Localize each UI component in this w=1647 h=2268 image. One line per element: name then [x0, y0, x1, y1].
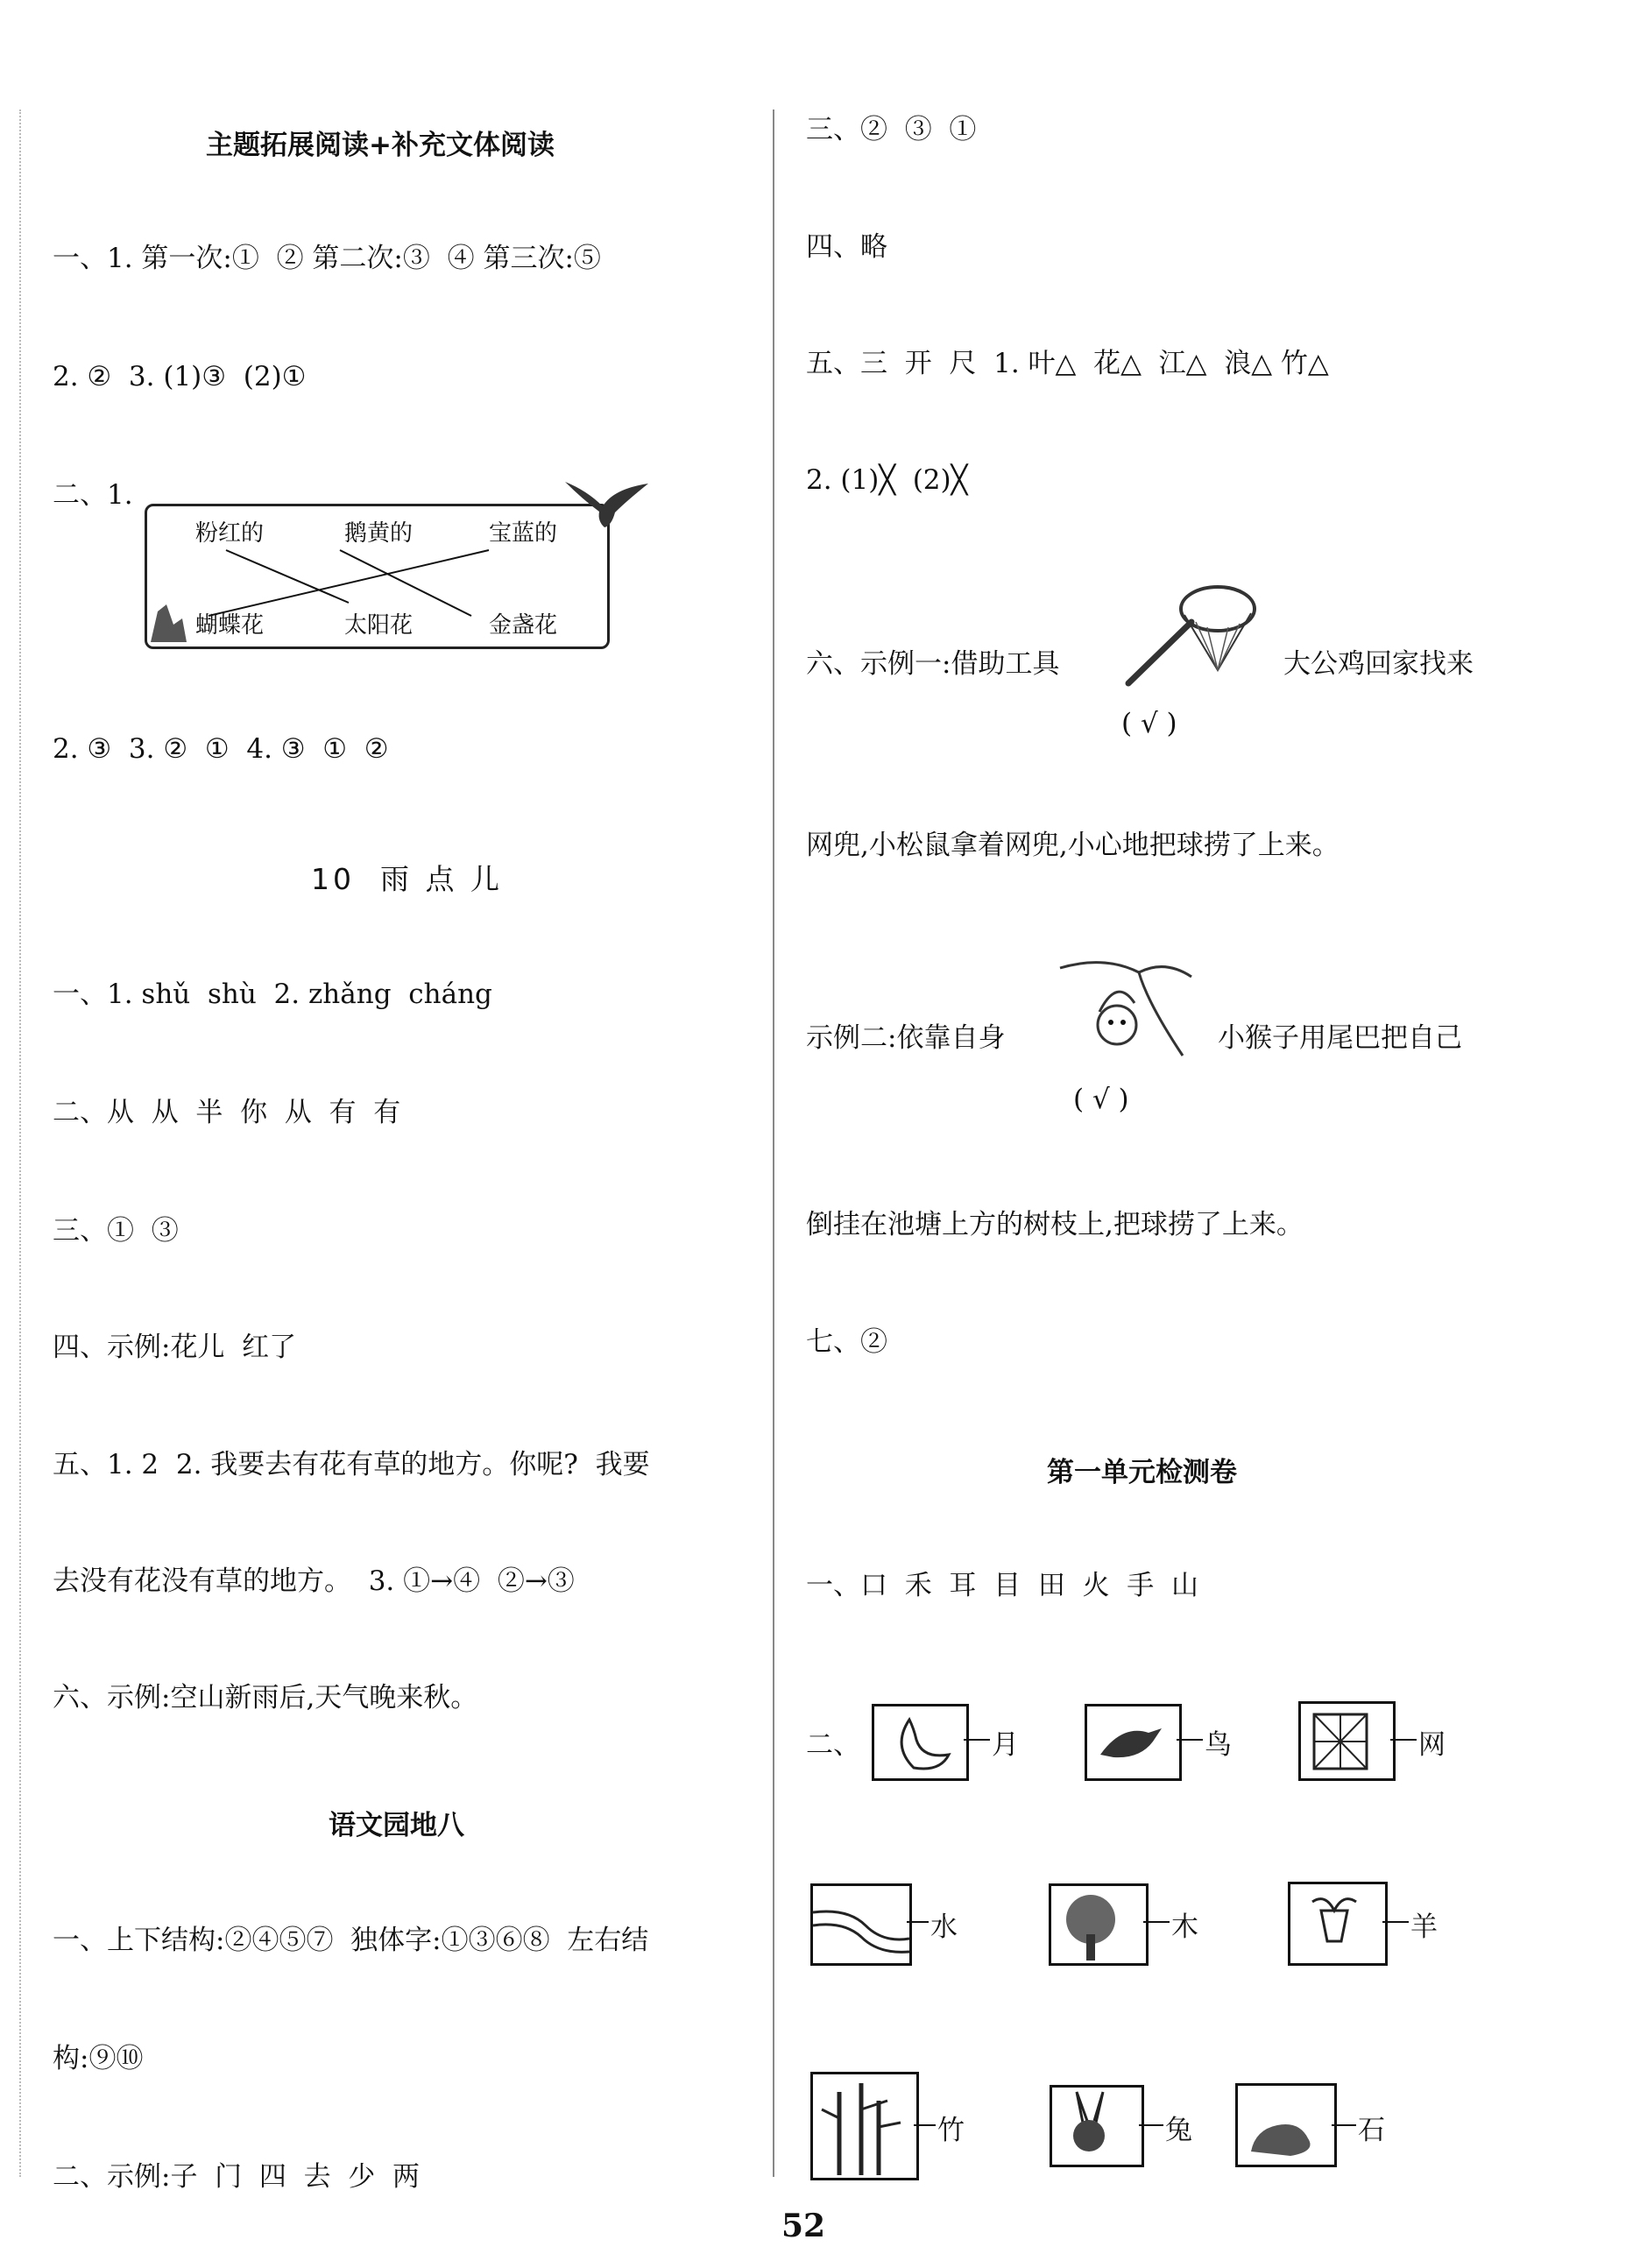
tree-picture	[1049, 1883, 1149, 1966]
answer-line: 四、略	[806, 231, 887, 263]
answer-line: 二、从 从 半 你 从 有 有	[53, 1097, 401, 1128]
answer-line: 网兜,小松鼠拿着网兜,小心地把球捞了上来。	[806, 830, 1340, 861]
answer-line: 五、三 开 尺 1. 叶△ 花△ 江△ 浪△ 竹△	[806, 348, 1329, 379]
column-divider	[773, 110, 774, 2177]
answer-line: 2. ③ 3. ② ① 4. ③ ① ②	[53, 733, 389, 765]
goat-picture	[1288, 1882, 1388, 1966]
pictograph-label: 月	[992, 1729, 1019, 1761]
section-title-garden8: 语文园地八	[329, 1810, 464, 1841]
answer-line: 六、示例:空山新雨后,天气晚来秋。	[53, 1682, 478, 1713]
answer-line: 六、示例一:借助工具	[806, 648, 1060, 680]
answer-line: 示例二:依靠自身	[806, 1022, 1006, 1054]
monkey-icon	[1051, 950, 1200, 1064]
answer-line: 一、上下结构:②④⑤⑦ 独体字:①③⑥⑧ 左右结	[53, 1925, 649, 1956]
answer-line: 小猴子用尾巴把自己	[1218, 1022, 1462, 1054]
left-margin-rule	[19, 110, 21, 2177]
answer-line: 大公鸡回家找来	[1283, 648, 1474, 680]
section-title-lesson10: 10 雨 点 儿	[311, 862, 503, 896]
section-title-reading: 主题拓展阅读+补充文体阅读	[206, 130, 555, 161]
water-picture	[810, 1883, 912, 1966]
pictograph-label: 石	[1358, 2115, 1385, 2146]
rabbit-picture	[1050, 2085, 1144, 2167]
bamboo-picture	[810, 2072, 919, 2180]
match-top-3: 宝蓝的	[489, 520, 558, 547]
match-bottom-3: 金盏花	[489, 612, 558, 639]
answer-line: 五、1. 2 2. 我要去有花有草的地方。你呢? 我要	[53, 1449, 650, 1480]
answer-line: 四、示例:花儿 红了	[53, 1332, 297, 1363]
section-title-unit1-test: 第一单元检测卷	[1047, 1457, 1237, 1488]
pictograph-label: 鸟	[1205, 1729, 1232, 1761]
matching-frame	[145, 504, 610, 649]
pictograph-label: 木	[1171, 1911, 1198, 1943]
answer-line: 一、1. shǔ shù 2. zhǎng cháng	[53, 979, 492, 1010]
pictograph-label: 兔	[1165, 2115, 1192, 2146]
moon-picture	[872, 1704, 969, 1781]
check-mark-2: ( √ )	[1073, 1084, 1129, 1115]
net-picture	[1298, 1701, 1396, 1781]
answer-line: 三、② ③ ①	[806, 114, 977, 145]
page-number: 52	[781, 2208, 826, 2244]
check-mark-1: ( √ )	[1121, 708, 1177, 739]
pictograph-label: 羊	[1410, 1911, 1438, 1943]
answer-line: 2. ② 3. (1)③ (2)①	[53, 361, 307, 392]
answer-line: 一、口 禾 耳 目 田 火 手 山	[806, 1570, 1198, 1601]
match-bottom-1: 蝴蝶花	[195, 612, 265, 639]
answer-line: 构:⑨⑩	[53, 2043, 144, 2074]
stone-picture	[1235, 2083, 1337, 2167]
match-bottom-2: 太阳花	[344, 612, 414, 639]
match-top-1: 粉红的	[195, 520, 265, 547]
answer-line: 二、1.	[53, 479, 133, 511]
answer-line: 二、示例:子 门 四 去 少 两	[53, 2161, 420, 2193]
answer-line: 七、②	[806, 1326, 887, 1358]
net-icon	[1121, 578, 1262, 692]
answer-line: 三、① ③	[53, 1215, 179, 1247]
pictograph-label: 竹	[937, 2115, 965, 2146]
eagle-icon	[561, 473, 657, 534]
answer-line: 一、1. 第一次:① ② 第二次:③ ④ 第三次:⑤	[53, 243, 601, 274]
answer-line: 倒挂在池塘上方的树枝上,把球捞了上来。	[806, 1209, 1304, 1240]
answer-line: 二、	[806, 1729, 860, 1761]
match-top-2: 鹅黄的	[344, 520, 414, 547]
bird-picture	[1085, 1704, 1182, 1781]
answer-line: 去没有花没有草的地方。 3. ①→④ ②→③	[53, 1565, 575, 1597]
pictograph-label: 网	[1418, 1729, 1446, 1761]
pictograph-label: 水	[930, 1911, 958, 1943]
answer-line: 2. (1)╳ (2)╳	[806, 464, 968, 496]
